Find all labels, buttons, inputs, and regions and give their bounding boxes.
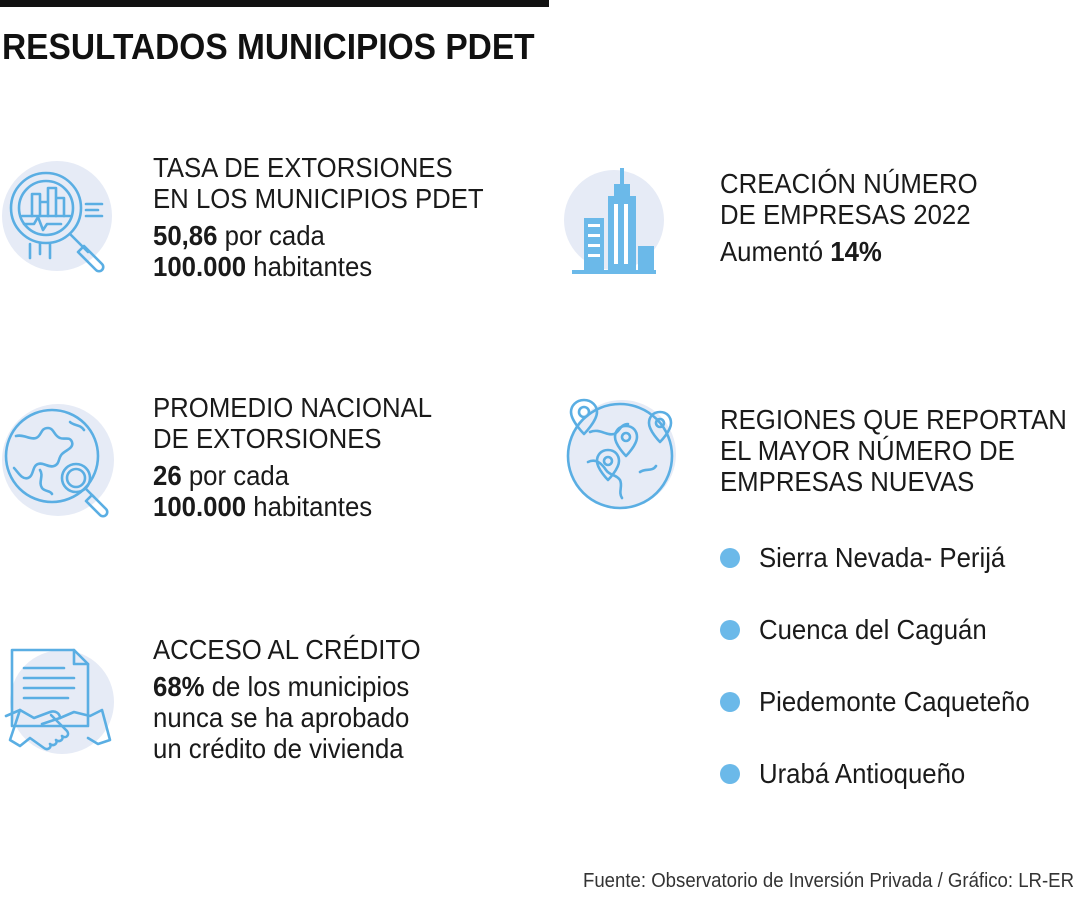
regions-heading — [720, 404, 1067, 497]
base: 100.000 — [153, 251, 247, 282]
value: 68% — [153, 671, 205, 702]
value: 26 — [153, 460, 182, 491]
heading-line: PROMEDIO NACIONAL — [153, 392, 433, 423]
heading-line: EMPRESAS NUEVAS — [720, 466, 975, 497]
page-title: RESULTADOS MUNICIPIOS PDET — [2, 26, 535, 67]
magnifier-chart-icon — [0, 158, 112, 276]
national-average-block — [153, 392, 456, 522]
base-suffix: habitantes — [246, 251, 373, 282]
heading-line: EN LOS MUNICIPIOS PDET — [153, 183, 484, 214]
top-rule — [0, 0, 549, 7]
bullet-dot — [720, 692, 740, 712]
credit-access-block — [153, 634, 444, 764]
new-companies-block — [720, 168, 1000, 267]
heading-line: DE EMPRESAS 2022 — [720, 199, 971, 230]
globe-magnifier-icon — [0, 400, 116, 520]
credit-access-text — [153, 671, 421, 764]
value-prefix: Aumentó — [720, 236, 831, 267]
heading-line: TASA DE EXTORSIONES — [153, 152, 453, 183]
extortion-rate-block — [153, 152, 512, 282]
extortion-rate-heading — [153, 152, 484, 214]
heading-line: CREACIÓN NÚMERO — [720, 168, 978, 199]
value-suffix: por cada — [217, 220, 325, 251]
heading-line: REGIONES QUE REPORTAN — [720, 404, 1067, 435]
region-name: Piedemonte Caqueteño — [759, 686, 1030, 717]
base: 100.000 — [153, 491, 247, 522]
buildings-icon — [560, 162, 666, 276]
heading-line: DE EXTORSIONES — [153, 423, 382, 454]
bullet-dot — [720, 764, 740, 784]
value: 14% — [830, 236, 882, 267]
bullet-dot — [720, 548, 740, 568]
national-average-value — [153, 460, 432, 522]
regions-block — [720, 404, 1080, 497]
region-name: Cuenca del Caguán — [759, 614, 987, 645]
value-suffix: por cada — [181, 460, 290, 491]
globe-pins-icon — [560, 392, 680, 512]
body-line: un crédito de vivienda — [153, 733, 404, 764]
region-name: Urabá Antioqueño — [759, 758, 966, 789]
extortion-rate-value — [153, 220, 484, 282]
value: 50,86 — [153, 220, 218, 251]
document-handshake-icon — [0, 644, 116, 760]
base-suffix: habitantes — [246, 491, 373, 522]
region-name: Sierra Nevada- Perijá — [759, 542, 1006, 573]
new-companies-value — [720, 236, 978, 267]
credit-access-heading — [153, 634, 421, 665]
body-line: nunca se ha aprobado — [153, 702, 410, 733]
source-credit: Fuente: Observatorio de Inversión Privada / Gráfico: LR-ER — [582, 870, 1074, 892]
new-companies-heading — [720, 168, 978, 230]
national-average-heading — [153, 392, 432, 454]
value-suffix: de los municipios — [204, 671, 410, 702]
bullet-dot — [720, 620, 740, 640]
heading-line: EL MAYOR NÚMERO DE — [720, 435, 1015, 466]
heading-line: ACCESO AL CRÉDITO — [153, 634, 421, 665]
